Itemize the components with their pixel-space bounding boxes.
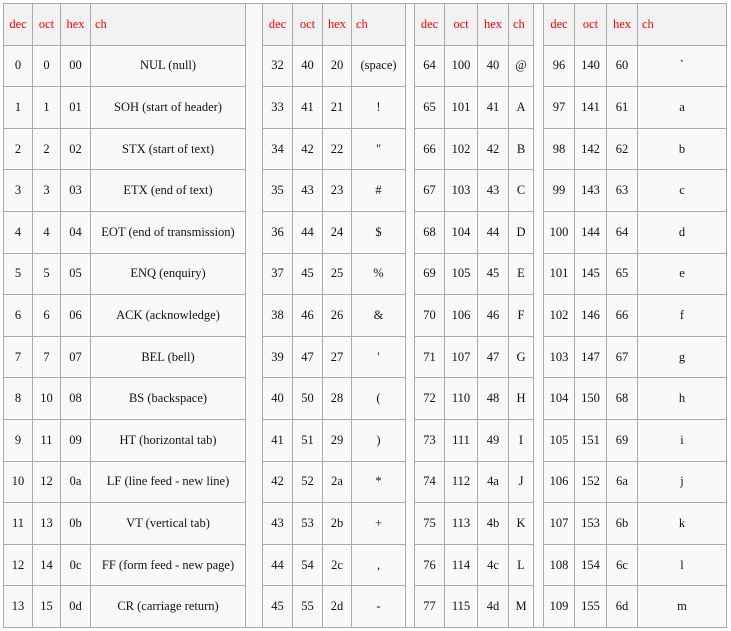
header-dec: dec <box>263 4 293 46</box>
cell-dec: 77 <box>415 586 445 628</box>
cell-oct: 53 <box>293 503 323 545</box>
cell-oct: 11 <box>33 419 61 461</box>
cell-hex: 2c <box>323 544 352 586</box>
cell-ch: F <box>509 295 534 337</box>
cell-oct: 100 <box>445 45 478 87</box>
cell-ch: STX (start of text) <box>91 128 246 170</box>
cell-oct: 55 <box>293 586 323 628</box>
cell-dec: 106 <box>544 461 575 503</box>
cell-ch: J <box>509 461 534 503</box>
cell-hex: 01 <box>61 87 91 129</box>
cell-dec: 2 <box>4 128 33 170</box>
cell-dec: 74 <box>415 461 445 503</box>
cell-dec: 65 <box>415 87 445 129</box>
cell-hex: 29 <box>323 419 352 461</box>
cell-oct: 110 <box>445 378 478 420</box>
cell-oct: 104 <box>445 211 478 253</box>
cell-oct: 145 <box>575 253 607 295</box>
cell-ch: h <box>638 378 727 420</box>
cell-ch: (space) <box>352 45 406 87</box>
table-row <box>4 295 727 337</box>
cell-dec: 34 <box>263 128 293 170</box>
cell-dec: 102 <box>544 295 575 337</box>
cell-hex: 28 <box>323 378 352 420</box>
cell-oct: 150 <box>575 378 607 420</box>
cell-oct: 102 <box>445 128 478 170</box>
cell-oct: 52 <box>293 461 323 503</box>
cell-oct: 45 <box>293 253 323 295</box>
cell-hex: 2b <box>323 503 352 545</box>
cell-oct: 154 <box>575 544 607 586</box>
cell-dec: 44 <box>263 544 293 586</box>
table-row <box>4 170 727 212</box>
cell-hex: 6a <box>607 461 638 503</box>
header-ch: ch <box>509 4 534 46</box>
cell-dec: 6 <box>4 295 33 337</box>
column-spacer <box>406 4 415 628</box>
cell-oct: 4 <box>33 211 61 253</box>
column-spacer <box>534 4 544 628</box>
cell-ch: K <box>509 503 534 545</box>
cell-oct: 107 <box>445 336 478 378</box>
cell-hex: 0d <box>61 586 91 628</box>
cell-dec: 33 <box>263 87 293 129</box>
cell-oct: 46 <box>293 295 323 337</box>
cell-oct: 115 <box>445 586 478 628</box>
cell-ch: C <box>509 170 534 212</box>
cell-ch: D <box>509 211 534 253</box>
cell-ch: % <box>352 253 406 295</box>
table-row <box>4 87 727 129</box>
cell-hex: 46 <box>478 295 509 337</box>
cell-oct: 113 <box>445 503 478 545</box>
cell-oct: 111 <box>445 419 478 461</box>
cell-ch: ETX (end of text) <box>91 170 246 212</box>
cell-oct: 44 <box>293 211 323 253</box>
cell-ch: * <box>352 461 406 503</box>
cell-oct: 147 <box>575 336 607 378</box>
cell-ch: EOT (end of transmission) <box>91 211 246 253</box>
cell-hex: 04 <box>61 211 91 253</box>
cell-hex: 25 <box>323 253 352 295</box>
cell-hex: 0c <box>61 544 91 586</box>
cell-hex: 2a <box>323 461 352 503</box>
table-row <box>4 211 727 253</box>
cell-hex: 0a <box>61 461 91 503</box>
cell-dec: 99 <box>544 170 575 212</box>
cell-dec: 66 <box>415 128 445 170</box>
cell-oct: 152 <box>575 461 607 503</box>
cell-dec: 76 <box>415 544 445 586</box>
cell-dec: 4 <box>4 211 33 253</box>
cell-oct: 2 <box>33 128 61 170</box>
cell-dec: 71 <box>415 336 445 378</box>
table-row <box>4 253 727 295</box>
cell-dec: 35 <box>263 170 293 212</box>
cell-oct: 3 <box>33 170 61 212</box>
cell-dec: 3 <box>4 170 33 212</box>
cell-oct: 142 <box>575 128 607 170</box>
cell-dec: 36 <box>263 211 293 253</box>
cell-hex: 41 <box>478 87 509 129</box>
header-oct: oct <box>293 4 323 46</box>
cell-ch: I <box>509 419 534 461</box>
cell-dec: 70 <box>415 295 445 337</box>
cell-dec: 96 <box>544 45 575 87</box>
cell-ch: l <box>638 544 727 586</box>
cell-hex: 20 <box>323 45 352 87</box>
cell-dec: 101 <box>544 253 575 295</box>
cell-oct: 140 <box>575 45 607 87</box>
cell-ch: E <box>509 253 534 295</box>
cell-hex: 09 <box>61 419 91 461</box>
cell-ch: ' <box>352 336 406 378</box>
cell-oct: 114 <box>445 544 478 586</box>
cell-oct: 54 <box>293 544 323 586</box>
cell-hex: 0b <box>61 503 91 545</box>
cell-oct: 43 <box>293 170 323 212</box>
cell-oct: 12 <box>33 461 61 503</box>
cell-ch: d <box>638 211 727 253</box>
cell-ch: " <box>352 128 406 170</box>
cell-hex: 65 <box>607 253 638 295</box>
cell-dec: 5 <box>4 253 33 295</box>
cell-oct: 141 <box>575 87 607 129</box>
cell-ch: BEL (bell) <box>91 336 246 378</box>
header-oct: oct <box>33 4 61 46</box>
cell-oct: 41 <box>293 87 323 129</box>
cell-dec: 64 <box>415 45 445 87</box>
cell-ch: ) <box>352 419 406 461</box>
cell-dec: 104 <box>544 378 575 420</box>
cell-oct: 13 <box>33 503 61 545</box>
cell-dec: 40 <box>263 378 293 420</box>
header-dec: dec <box>415 4 445 46</box>
cell-dec: 75 <box>415 503 445 545</box>
cell-hex: 05 <box>61 253 91 295</box>
table-row <box>4 45 727 87</box>
cell-hex: 6d <box>607 586 638 628</box>
cell-ch: L <box>509 544 534 586</box>
cell-oct: 155 <box>575 586 607 628</box>
cell-dec: 107 <box>544 503 575 545</box>
cell-dec: 32 <box>263 45 293 87</box>
cell-dec: 43 <box>263 503 293 545</box>
cell-ch: b <box>638 128 727 170</box>
cell-oct: 10 <box>33 378 61 420</box>
header-hex: hex <box>61 4 91 46</box>
cell-dec: 42 <box>263 461 293 503</box>
cell-hex: 42 <box>478 128 509 170</box>
cell-dec: 73 <box>415 419 445 461</box>
cell-dec: 9 <box>4 419 33 461</box>
table-row <box>4 586 727 628</box>
cell-oct: 153 <box>575 503 607 545</box>
cell-oct: 144 <box>575 211 607 253</box>
cell-dec: 13 <box>4 586 33 628</box>
table-row <box>4 461 727 503</box>
cell-hex: 02 <box>61 128 91 170</box>
cell-ch: + <box>352 503 406 545</box>
cell-oct: 0 <box>33 45 61 87</box>
column-spacer <box>246 4 263 628</box>
cell-ch: NUL (null) <box>91 45 246 87</box>
header-row <box>4 4 727 46</box>
cell-ch: k <box>638 503 727 545</box>
header-ch: ch <box>91 4 246 46</box>
cell-dec: 103 <box>544 336 575 378</box>
cell-dec: 72 <box>415 378 445 420</box>
cell-ch: ! <box>352 87 406 129</box>
cell-ch: # <box>352 170 406 212</box>
cell-hex: 6c <box>607 544 638 586</box>
cell-ch: A <box>509 87 534 129</box>
cell-dec: 100 <box>544 211 575 253</box>
cell-ch: H <box>509 378 534 420</box>
cell-oct: 6 <box>33 295 61 337</box>
cell-hex: 03 <box>61 170 91 212</box>
cell-dec: 0 <box>4 45 33 87</box>
cell-hex: 61 <box>607 87 638 129</box>
cell-ch: ENQ (enquiry) <box>91 253 246 295</box>
table-row <box>4 336 727 378</box>
cell-oct: 14 <box>33 544 61 586</box>
cell-ch: VT (vertical tab) <box>91 503 246 545</box>
cell-hex: 60 <box>607 45 638 87</box>
cell-dec: 67 <box>415 170 445 212</box>
cell-oct: 47 <box>293 336 323 378</box>
cell-dec: 105 <box>544 419 575 461</box>
cell-ch: BS (backspace) <box>91 378 246 420</box>
cell-ch: - <box>352 586 406 628</box>
header-hex: hex <box>478 4 509 46</box>
cell-hex: 47 <box>478 336 509 378</box>
cell-oct: 40 <box>293 45 323 87</box>
cell-dec: 68 <box>415 211 445 253</box>
header-ch: ch <box>638 4 727 46</box>
cell-dec: 12 <box>4 544 33 586</box>
cell-hex: 4d <box>478 586 509 628</box>
cell-hex: 40 <box>478 45 509 87</box>
cell-hex: 64 <box>607 211 638 253</box>
cell-ch: , <box>352 544 406 586</box>
cell-dec: 37 <box>263 253 293 295</box>
cell-hex: 23 <box>323 170 352 212</box>
cell-oct: 51 <box>293 419 323 461</box>
cell-hex: 44 <box>478 211 509 253</box>
header-oct: oct <box>445 4 478 46</box>
cell-dec: 69 <box>415 253 445 295</box>
cell-oct: 151 <box>575 419 607 461</box>
header-oct: oct <box>575 4 607 46</box>
header-hex: hex <box>323 4 352 46</box>
cell-ch: $ <box>352 211 406 253</box>
cell-ch: @ <box>509 45 534 87</box>
cell-dec: 108 <box>544 544 575 586</box>
cell-ch: e <box>638 253 727 295</box>
cell-ch: B <box>509 128 534 170</box>
cell-hex: 06 <box>61 295 91 337</box>
cell-hex: 45 <box>478 253 509 295</box>
cell-oct: 105 <box>445 253 478 295</box>
cell-dec: 39 <box>263 336 293 378</box>
cell-dec: 109 <box>544 586 575 628</box>
cell-hex: 68 <box>607 378 638 420</box>
cell-dec: 98 <box>544 128 575 170</box>
cell-hex: 21 <box>323 87 352 129</box>
cell-oct: 50 <box>293 378 323 420</box>
cell-dec: 97 <box>544 87 575 129</box>
cell-hex: 4c <box>478 544 509 586</box>
cell-ch: f <box>638 295 727 337</box>
cell-ch: a <box>638 87 727 129</box>
cell-oct: 101 <box>445 87 478 129</box>
cell-oct: 143 <box>575 170 607 212</box>
cell-hex: 6b <box>607 503 638 545</box>
cell-ch: i <box>638 419 727 461</box>
cell-oct: 42 <box>293 128 323 170</box>
cell-hex: 69 <box>607 419 638 461</box>
cell-ch: c <box>638 170 727 212</box>
cell-ch: HT (horizontal tab) <box>91 419 246 461</box>
cell-ch: g <box>638 336 727 378</box>
cell-hex: 2d <box>323 586 352 628</box>
cell-hex: 48 <box>478 378 509 420</box>
cell-hex: 08 <box>61 378 91 420</box>
cell-hex: 22 <box>323 128 352 170</box>
cell-hex: 24 <box>323 211 352 253</box>
cell-dec: 45 <box>263 586 293 628</box>
cell-oct: 103 <box>445 170 478 212</box>
cell-hex: 66 <box>607 295 638 337</box>
table-row <box>4 419 727 461</box>
cell-oct: 1 <box>33 87 61 129</box>
cell-ch: LF (line feed - new line) <box>91 461 246 503</box>
cell-ch: & <box>352 295 406 337</box>
table-row <box>4 128 727 170</box>
cell-hex: 62 <box>607 128 638 170</box>
table-row <box>4 503 727 545</box>
cell-ch: m <box>638 586 727 628</box>
cell-oct: 7 <box>33 336 61 378</box>
cell-ch: G <box>509 336 534 378</box>
cell-oct: 15 <box>33 586 61 628</box>
table-row <box>4 544 727 586</box>
cell-ch: ` <box>638 45 727 87</box>
cell-oct: 146 <box>575 295 607 337</box>
cell-hex: 63 <box>607 170 638 212</box>
cell-hex: 4a <box>478 461 509 503</box>
cell-dec: 38 <box>263 295 293 337</box>
cell-oct: 106 <box>445 295 478 337</box>
cell-ch: FF (form feed - new page) <box>91 544 246 586</box>
cell-hex: 00 <box>61 45 91 87</box>
cell-hex: 49 <box>478 419 509 461</box>
cell-ch: CR (carriage return) <box>91 586 246 628</box>
header-ch: ch <box>352 4 406 46</box>
cell-oct: 112 <box>445 461 478 503</box>
cell-ch: SOH (start of header) <box>91 87 246 129</box>
cell-dec: 7 <box>4 336 33 378</box>
cell-dec: 11 <box>4 503 33 545</box>
cell-ch: ACK (acknowledge) <box>91 295 246 337</box>
cell-dec: 8 <box>4 378 33 420</box>
cell-hex: 67 <box>607 336 638 378</box>
cell-dec: 10 <box>4 461 33 503</box>
cell-hex: 43 <box>478 170 509 212</box>
cell-ch: M <box>509 586 534 628</box>
cell-oct: 5 <box>33 253 61 295</box>
ascii-table <box>3 3 727 628</box>
cell-hex: 27 <box>323 336 352 378</box>
header-dec: dec <box>4 4 33 46</box>
cell-hex: 26 <box>323 295 352 337</box>
cell-hex: 4b <box>478 503 509 545</box>
table-row <box>4 378 727 420</box>
header-hex: hex <box>607 4 638 46</box>
cell-hex: 07 <box>61 336 91 378</box>
cell-ch: ( <box>352 378 406 420</box>
header-dec: dec <box>544 4 575 46</box>
cell-dec: 1 <box>4 87 33 129</box>
cell-dec: 41 <box>263 419 293 461</box>
cell-ch: j <box>638 461 727 503</box>
